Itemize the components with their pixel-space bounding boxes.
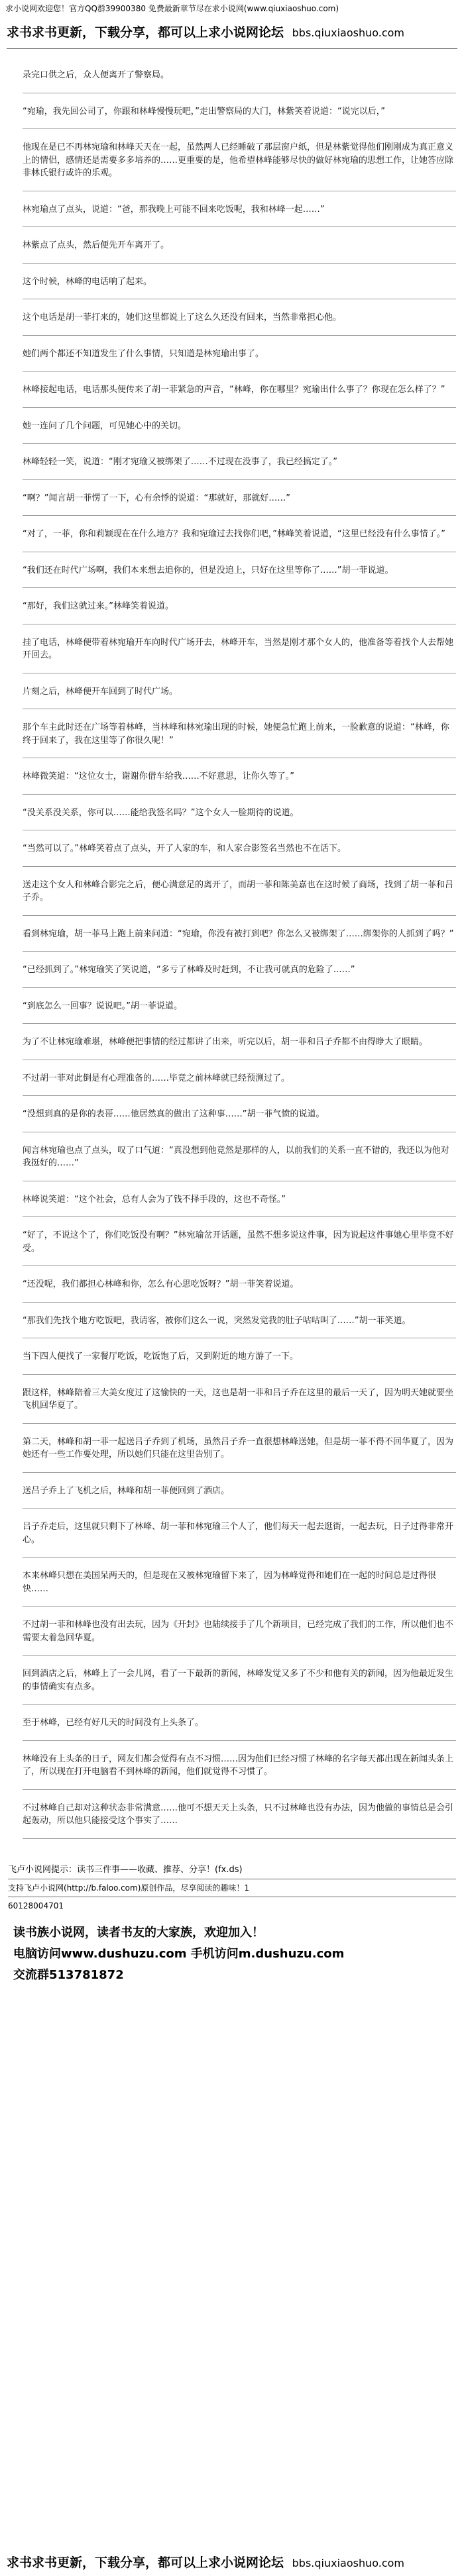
paragraph-divider [23, 263, 456, 264]
top-notice: 求小说网欢迎您！官方QQ群39900380 免费最新章节尽在求小说网(www.qiuxiaoshuo.com) [5, 4, 339, 13]
paragraph-divider [23, 407, 456, 408]
paragraph-divider [23, 515, 456, 516]
paragraph-divider [23, 794, 456, 795]
paragraph: 林峰轻轻一笑，说道：“刚才宛瑜又被绑架了……不过现在没事了，我已经搞定了。” [23, 457, 337, 467]
paragraph: 为了不让林宛瑜难堪，林峰便把事情的经过都讲了出来，听完以后，胡一菲和吕子乔都不由得睁大了眼睛。 [23, 1037, 428, 1047]
paragraph-divider [23, 915, 456, 916]
paragraph: “那好，我们这就过来。”林峰笑着说道。 [23, 601, 174, 611]
paragraph: 不过胡一菲对此倒是有心理准备的……毕竟之前林峰就已经预测过了。 [23, 1073, 290, 1083]
promo-line-1: 读书族小说网，读者书友的大家族，欢迎加入！ [13, 1925, 264, 1940]
paragraph-divider [23, 1789, 456, 1790]
paragraph: 这个电话是胡一菲打来的，她们这里都说上了这么久还没有回来，当然非常担心他。 [23, 313, 342, 322]
paragraph-divider [23, 866, 456, 867]
paragraph: 林峰说笑道：“这个社会，总有人会为了钱不择手段的，这也不奇怪。” [23, 1194, 286, 1205]
paragraph-divider [23, 1508, 456, 1509]
paragraph-divider [23, 987, 456, 988]
paragraph: 第二天，林峰和胡一菲一起送吕子乔到了机场，虽然吕子乔一直很想林峰送她，但是胡一菲不得不回华夏了，因为她还有一些工作要处理，所以她们只能在这里告别了。 [23, 1436, 454, 1460]
paragraph: 至于林峰，已经有好几天的时间没有上头条了。 [23, 1718, 204, 1728]
paragraph: 当下四人便找了一家餐厅吃饭，吃饭饱了后，又到附近的地方游了一下。 [23, 1352, 299, 1362]
chapter-body [0, 69, 464, 1839]
paragraph: 回到酒店之后，林峰上了一会儿网，看了一下最新的新闻，林峰发觉又多了不少和他有关的新闻，因为他最近发生的事情确实有点多。 [23, 1669, 454, 1692]
paragraph-divider [23, 1655, 456, 1656]
paragraph-divider [23, 1374, 456, 1375]
paragraph: 这个时候，林峰的电话响了起来。 [23, 276, 152, 287]
footer-note-3: 60128004701 [8, 1901, 64, 1910]
paragraph-divider [23, 1557, 456, 1558]
paragraph-divider [23, 128, 456, 129]
paragraph-divider [23, 1606, 456, 1607]
paragraph-divider [23, 587, 456, 588]
paragraph: “宛瑜，我先回公司了，你跟和林峰慢慢玩吧，”走出警察局的大门，林紫笑着说道：“说完以后，” [23, 106, 385, 117]
paragraph: 看到林宛瑜，胡一菲马上跑上前来问道：“宛瑜，你没有被打到吧？你怎么又被绑架了……绑架你的人抓到了吗？” [23, 928, 454, 939]
paragraph-divider [23, 1472, 456, 1473]
paragraph: 片刻之后，林峰便开车回到了时代广场。 [23, 686, 178, 697]
paragraph: “还没呢，我们都担心林峰和你，怎么有心思吃饭呀？”胡一菲笑着说道。 [23, 1279, 299, 1289]
paragraph: 挂了电话，林峰便带着林宛瑜开车向时代广场开去，林峰开车，当然是刚才那个女人的，他准备等着找个人去帮她开回去。 [23, 637, 454, 660]
footer-notes [0, 1851, 464, 1912]
paragraph: “到底怎么一回事？说说吧。”胡一菲说道。 [23, 1001, 182, 1011]
paragraph-divider [23, 1838, 456, 1839]
paragraph-divider [23, 226, 456, 227]
paragraph: 闻言林宛瑜也点了点头，叹了口气道：“真没想到他竟然是那样的人，以前我们的关系一直不错的，我还以为他对我挺好的……” [23, 1145, 449, 1168]
site-header-title: 求书求书更新，下载分享，都可以上求小说网论坛 [7, 25, 284, 40]
bottom-header-title: 求书求书更新，下载分享，都可以上求小说网论坛 [7, 2555, 284, 2570]
paragraph-divider [23, 1704, 456, 1705]
paragraph-divider [23, 371, 456, 372]
paragraph: 林峰微笑道：“这位女士，谢谢你借车给我……不好意思，让你久等了。” [23, 771, 294, 781]
paragraph: 不过胡一菲和林峰也没有出去玩，因为《开封》也陆续接手了几个新项目，已经完成了我们的工作，所以他们也不需要太着急回华夏。 [23, 1620, 454, 1643]
paragraph-divider [23, 1216, 456, 1217]
header-divider [7, 48, 457, 49]
paragraph: 林紫点了点头，然后便先开车离开了。 [23, 240, 170, 250]
bottom-header-domain[interactable]: bbs.qiuxiaoshuo.com [292, 2557, 405, 2569]
paragraph-divider [23, 335, 456, 336]
paragraph: “已经抓到了。”林宛瑜笑了笑说道，“多亏了林峰及时赶到，不让我可就真的危险了……” [23, 965, 355, 975]
paragraph: 她们两个都还不知道发生了什么事情，只知道是林宛瑜出事了。 [23, 348, 264, 359]
paragraph: “对了，一菲，你和莉颖现在在什么地方？我和宛瑜过去找你们吧，”林峰笑着说道，“这里已经没有什么事情了。” [23, 529, 445, 539]
paragraph: 那个车主此时还在广场等着林峰，当林峰和林宛瑜出现的时候，她便急忙跑上前来，一脸歉意的说道：“林峰，你终于回来了，我在这里等了你很久呢！” [23, 722, 449, 746]
footer-note-1: 飞卢小说网提示：读书三件事——收藏、推荐、分享！(fx.ds) [8, 1864, 243, 1875]
paragraph: “啊？”闻言胡一菲愣了一下，心有余悸的说道：“那就好，那就好……” [23, 493, 290, 503]
paragraph: 林宛瑜点了点头，说道：“爸，那我晚上可能不回来吃饭呢，我和林峰一起……” [23, 204, 325, 215]
paragraph: “那我们先找个地方吃饭吧，我请客，被你们这么一说，突然发觉我的肚子咕咕叫了……”胡一菲笑道。 [23, 1315, 411, 1326]
paragraph-divider [23, 1023, 456, 1024]
promo-block [13, 1922, 464, 1986]
promo-line-3: 交流群513781872 [13, 1967, 124, 1982]
bottom-site-header [0, 2553, 464, 2571]
paragraph-divider [23, 443, 456, 444]
paragraph-divider [23, 1302, 456, 1303]
paragraph: 不过林峰自己却对这种状态非常满意……他可不想天天上头条，只不过林峰也没有办法，因为他做的事情总是会引起轰动，所以他只能接受这个事实了…… [23, 1803, 454, 1826]
promo-line-2[interactable]: 电脑访问www.dushuzu.com 手机访问m.dushuzu.com [13, 1946, 345, 1961]
paragraph-divider [23, 1095, 456, 1096]
paragraph: “我们还在时代广场啊，我们本来想去追你的，但是没追上，只好在这里等你了……”胡一菲说道。 [23, 565, 394, 575]
paragraph-divider [23, 1423, 456, 1424]
paragraph: 送走这个女人和林峰合影完之后，便心满意足的离开了，而胡一菲和陈美嘉也在这时候了商场，找到了胡一菲和吕子乔。 [23, 879, 454, 903]
paragraph: “没想到真的是你的表哥……他居然真的做出了这种事……”胡一菲气愤的说道。 [23, 1109, 325, 1119]
paragraph: 本来林峰只想在美国呆两天的，但是现在又被林宛瑜留下来了，因为林峰觉得和她们在一起的时间总是过得很快…… [23, 1571, 437, 1594]
paragraph: 她一连问了几个问题，可见她心中的关切。 [23, 421, 187, 431]
paragraph-divider [23, 1740, 456, 1741]
footer-note-2: 支持飞卢小说网(http://b.faloo.com)原创作品，尽享阅读的趣味！1 [8, 1883, 250, 1893]
site-header [0, 17, 464, 44]
paragraph: 录完口供之后，众人便离开了警察局。 [23, 70, 170, 80]
paragraph: 他现在是已不再林宛瑜和林峰天天在一起，虽然两人已经睡破了那层窗户纸，但是林紫觉得他们刚刚成为真正意义上的情侣，感情还是需要多多培养的……更重要的是，他希望林峰能够尽快的做好林宛瑜的思想工作，让她答应除非林氏银行或许的乐观。 [23, 142, 454, 178]
paragraph: 吕子乔走后，这里就只剩下了林峰、胡一菲和林宛瑜三个人了，他们每天一起去逛街，一起去玩，日子过得非常开心。 [23, 1522, 454, 1545]
paragraph: “好了，不说这个了，你们吃饭没有啊？”林宛瑜岔开话题，虽然不想多说这件事，因为说起这件事她心里毕竟不好受。 [23, 1230, 454, 1254]
paragraph: 送吕子乔上了飞机之后，林峰和胡一菲便回到了酒店。 [23, 1485, 230, 1496]
site-header-domain[interactable]: bbs.qiuxiaoshuo.com [292, 26, 405, 39]
paragraph-divider [23, 479, 456, 480]
paragraph: 林峰接起电话，电话那头便传来了胡一菲紧急的声音，“林峰，你在哪里？宛瑜出什么事了？你现在怎么样了？” [23, 385, 445, 395]
paragraph: “没关系没关系，你可以……能给我签名吗？”这个女人一脸期待的说道。 [23, 807, 299, 818]
paragraph-divider [23, 951, 456, 952]
paragraph: 林峰没有上头条的日子，网友们都会觉得有点不习惯……因为他们已经习惯了林峰的名字每天都出现在新闻头条上了，所以现在打开电脑看不到林峰的新闻，他们就觉得不习惯了。 [23, 1754, 454, 1777]
paragraph-divider [23, 1265, 456, 1266]
paragraph: “当然可以了。”林峰笑着点了点头，开了人家的车，和人家合影签名当然也不在话下。 [23, 844, 346, 854]
paragraph: 跟这样，林峰陪着三大美女度过了这愉快的一天，这也是胡一菲和吕子乔在这里的最后一天了，因为明天她就要坐飞机回华夏了。 [23, 1387, 454, 1411]
